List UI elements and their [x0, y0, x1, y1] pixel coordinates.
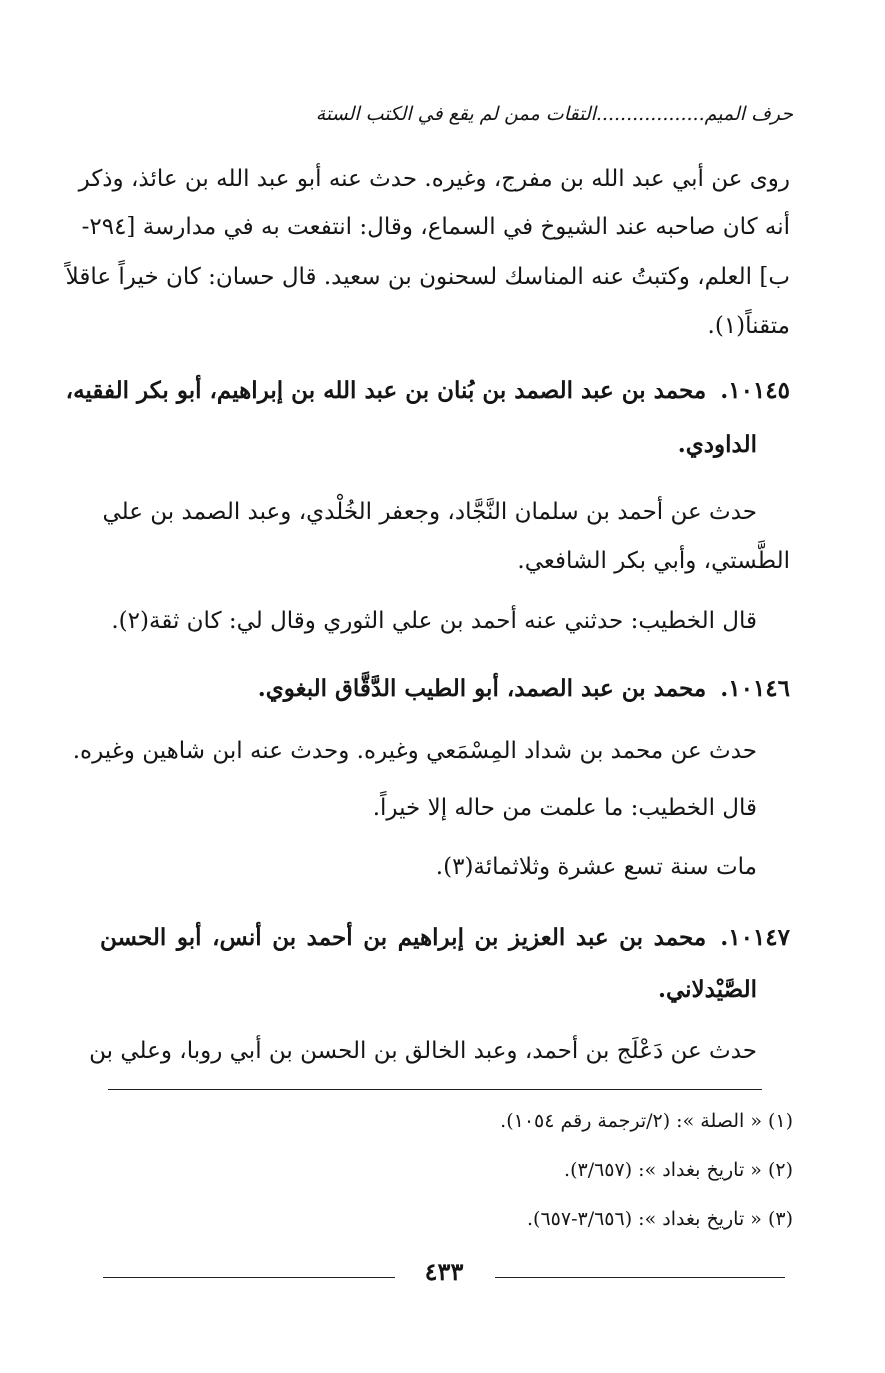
footnote-text: « تاريخ بغداد »: (٣/٦٥٦-٦٥٧). — [527, 1208, 762, 1230]
entry-heading — [65, 377, 790, 404]
entry-title: محمد بن عبد الصمد بن بُنان بن عبد الله بن إبراهيم، أبو بكر الفقيه، — [65, 377, 707, 404]
footnote-text: « الصلة »: (٢/ترجمة رقم ١٠٥٤). — [500, 1110, 762, 1132]
footnote — [100, 1110, 793, 1132]
paragraph-line: مات سنة تسع عشرة وثلاثمائة(٣). — [435, 854, 757, 880]
page-number: ٤٣٣ — [400, 1257, 488, 1286]
footnote-mark: (٢) — [767, 1159, 793, 1181]
entry-heading — [100, 924, 790, 951]
paragraph-line: ب] العلم، وكتبتُ عنه المناسك لسحنون بن سعيد. قال حسان: كان خيراً عاقلاً — [65, 264, 790, 290]
entry-number: ١٠١٤٦. — [720, 675, 790, 702]
footnote-text: « تاريخ بغداد »: (٣/٦٥٧). — [564, 1159, 762, 1181]
paragraph-line: متقناً(١). — [707, 313, 790, 339]
paragraph-line: قال الخطيب: حدثني عنه أحمد بن علي الثوري وقال لي: كان ثقة(٢). — [111, 608, 757, 634]
footnote-mark: (٣) — [767, 1208, 793, 1230]
footnote — [100, 1208, 793, 1230]
entry-heading — [100, 675, 790, 702]
footnote — [100, 1159, 793, 1181]
paragraph-line: قال الخطيب: ما علمت من حاله إلا خيراً. — [372, 795, 757, 821]
paragraph-line: حدث عن محمد بن شداد المِسْمَعي وغيره. وحدث عنه ابن شاهين وغيره. — [72, 738, 757, 764]
footer-rule — [495, 1277, 785, 1278]
entry-title: محمد بن عبد الصمد، أبو الطيب الدَّقَّاق البغوي. — [257, 675, 707, 702]
running-header: حرف الميم..................التقات ممن لم يقع في الكتب الستة — [315, 103, 793, 125]
paragraph-line: أنه كان صاحبه عند الشيوخ في السماع، وقال: انتفعت به في مدارسة [٢٩٤- — [81, 214, 790, 240]
footer-rule — [103, 1277, 395, 1278]
footnote-mark: (١) — [767, 1110, 793, 1132]
paragraph-line: روى عن أبي عبد الله بن مفرج، وغيره. حدث عنه أبو عبد الله بن عائذ، وذكر — [78, 166, 790, 192]
footnote-separator — [108, 1089, 762, 1090]
paragraph-line: الطَّستي، وأبي بكر الشافعي. — [517, 548, 790, 574]
entry-number: ١٠١٤٧. — [720, 924, 790, 951]
entry-number: ١٠١٤٥. — [720, 377, 790, 404]
entry-title: محمد بن عبد العزيز بن إبراهيم بن أحمد بن أنس، أبو الحسن — [100, 924, 707, 951]
entry-title-continued: الداودي. — [677, 431, 757, 458]
paragraph-line: حدث عن دَعْلَج بن أحمد، وعبد الخالق بن الحسن بن أبي روبا، وعلي بن — [89, 1038, 757, 1064]
paragraph-line: حدث عن أحمد بن سلمان النَّجَّاد، وجعفر الخُلْدي، وعبد الصمد بن علي — [102, 499, 757, 525]
entry-title-continued: الصَّيْدلاني. — [657, 976, 757, 1003]
